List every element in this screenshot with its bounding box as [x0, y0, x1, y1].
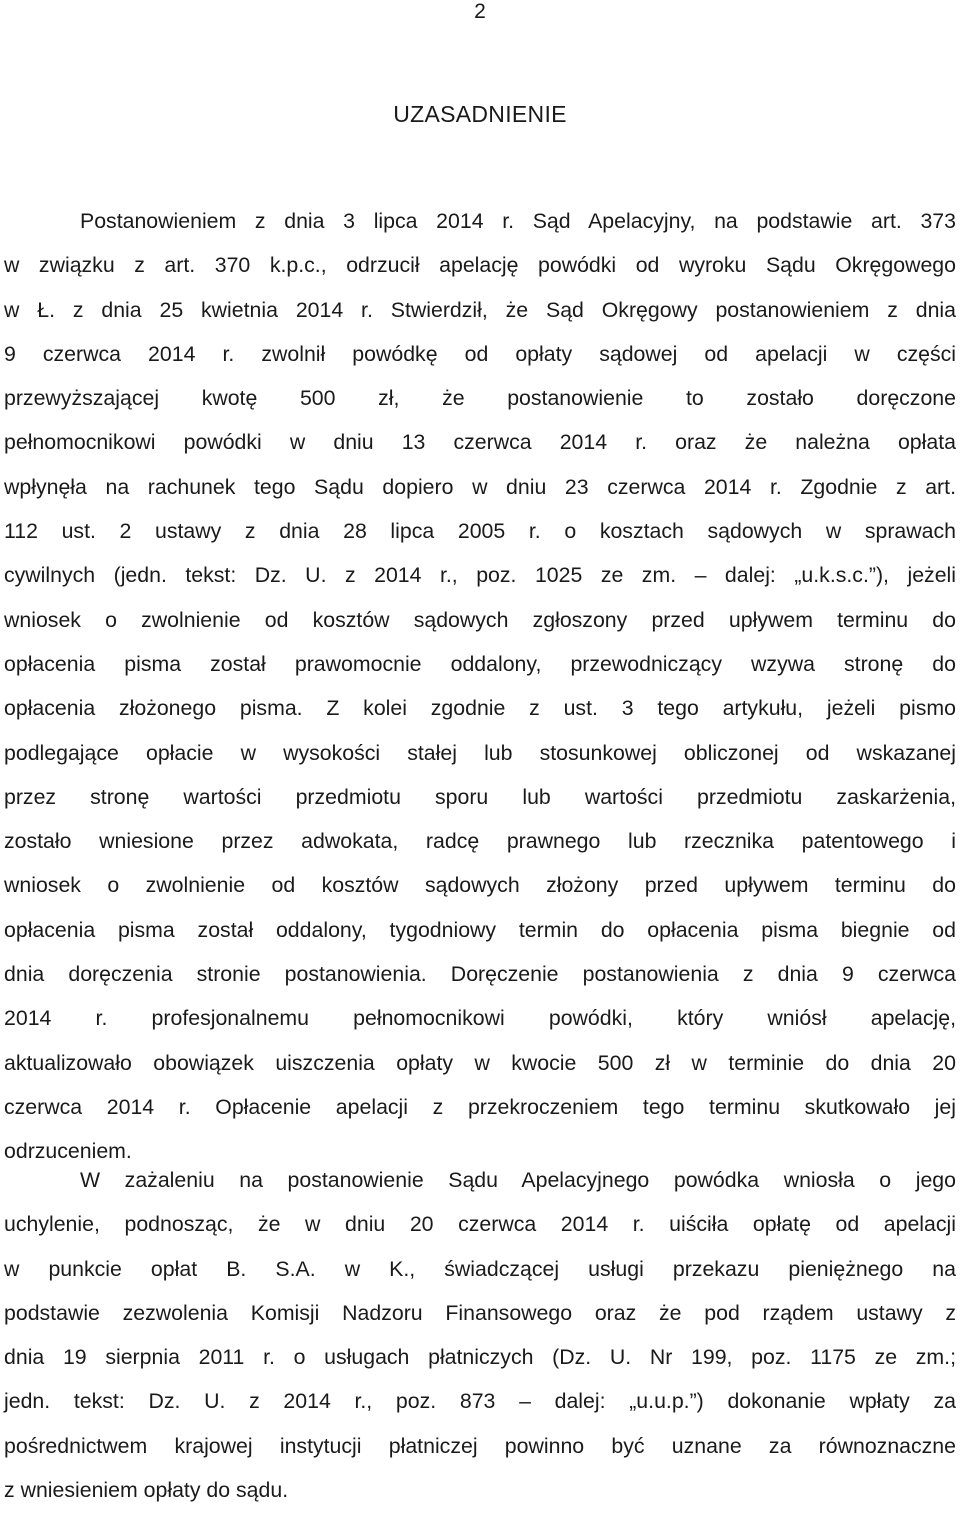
text-line: przez stronę wartości przedmiotu sporu lub wartości przedmiotu zaskarżenia, [4, 784, 956, 809]
text-line: opłacenia pisma został prawomocnie oddalony, przewodniczący wzywa stronę do [4, 651, 956, 676]
text-line: uchylenie, podnosząc, że w dniu 20 czerwca 2014 r. uiściła opłatę od apelacji [4, 1212, 956, 1237]
text-line: w związku z art. 370 k.p.c., odrzucił apelację powódki od wyroku Sądu Okręgowego [4, 253, 956, 278]
text-line: wpłynęła na rachunek tego Sądu dopiero w dniu 23 czerwca 2014 r. Zgodnie z art. [4, 474, 956, 499]
text-line: w punkcie opłat B. S.A. w K., świadczącej usługi przekazu pieniężnego na [4, 1256, 956, 1281]
page-number: 2 [474, 0, 486, 23]
text-line: opłacenia pisma został oddalony, tygodniowy termin do opłacenia pisma biegnie od [4, 917, 956, 942]
text-line: podstawie zezwolenia Komisji Nadzoru Finansowego oraz że pod rządem ustawy z [4, 1300, 956, 1325]
text-line: opłacenia złożonego pisma. Z kolei zgodnie z ust. 3 tego artykułu, jeżeli pismo [4, 696, 956, 721]
text-line: dnia 19 sierpnia 2011 r. o usługach płatniczych (Dz. U. Nr 199, poz. 1175 ze zm.; [4, 1345, 956, 1370]
text-line: przewyższającej kwotę 500 zł, że postanowienie to zostało doręczone [4, 386, 956, 411]
text-line: zostało wniesione przez adwokata, radcę prawnego lub rzecznika patentowego i [4, 829, 956, 854]
text-line: pełnomocnikowi powódki w dniu 13 czerwca 2014 r. oraz że należna opłata [4, 430, 956, 455]
text-line: odrzuceniem. [4, 1139, 132, 1164]
text-line: jedn. tekst: Dz. U. z 2014 r., poz. 873 – dalej: „u.u.p.”) dokonanie wpłaty za [4, 1389, 956, 1414]
text-line: W zażaleniu na postanowienie Sądu Apelacyjnego powódka wniosła o jego [80, 1168, 956, 1192]
text-line: 9 czerwca 2014 r. zwolnił powódkę od opłaty sądowej od apelacji w części [4, 341, 956, 366]
text-line: Postanowieniem z dnia 3 lipca 2014 r. Sąd Apelacyjny, na podstawie art. 373 [80, 209, 956, 233]
text-line: wniosek o zwolnienie od kosztów sądowych zgłoszony przed upływem terminu do [4, 607, 956, 632]
text-line: podlegające opłacie w wysokości stałej lub stosunkowej obliczonej od wskazanej [4, 740, 956, 765]
text-line: czerwca 2014 r. Opłacenie apelacji z przekroczeniem tego terminu skutkowało jej [4, 1094, 956, 1119]
text-line: 112 ust. 2 ustawy z dnia 28 lipca 2005 r. o kosztach sądowych w sprawach [4, 519, 956, 544]
paragraph-1 [0, 199, 960, 1174]
text-line: z wniesieniem opłaty do sądu. [4, 1478, 289, 1503]
text-line: cywilnych (jedn. tekst: Dz. U. z 2014 r., poz. 1025 ze zm. – dalej: „u.k.s.c.”), jeżeli [4, 563, 956, 588]
text-line: pośrednictwem krajowej instytucji płatniczej powinno być uznane za równoznaczne [4, 1433, 956, 1458]
text-line: 2014 r. profesjonalnemu pełnomocnikowi powódki, który wniósł apelację, [4, 1006, 956, 1031]
text-line: dnia doręczenia stronie postanowienia. Doręczenie postanowienia z dnia 9 czerwca [4, 962, 956, 987]
text-line: w Ł. z dnia 25 kwietnia 2014 r. Stwierdził, że Sąd Okręgowy postanowieniem z dnia [4, 297, 956, 322]
text-line: wniosek o zwolnienie od kosztów sądowych złożony przed upływem terminu do [4, 873, 956, 898]
text-line: aktualizowało obowiązek uiszczenia opłaty w kwocie 500 zł w terminie do dnia 20 [4, 1050, 956, 1075]
document-heading: UZASADNIENIE [393, 101, 567, 127]
paragraph-2 [0, 1158, 960, 1512]
